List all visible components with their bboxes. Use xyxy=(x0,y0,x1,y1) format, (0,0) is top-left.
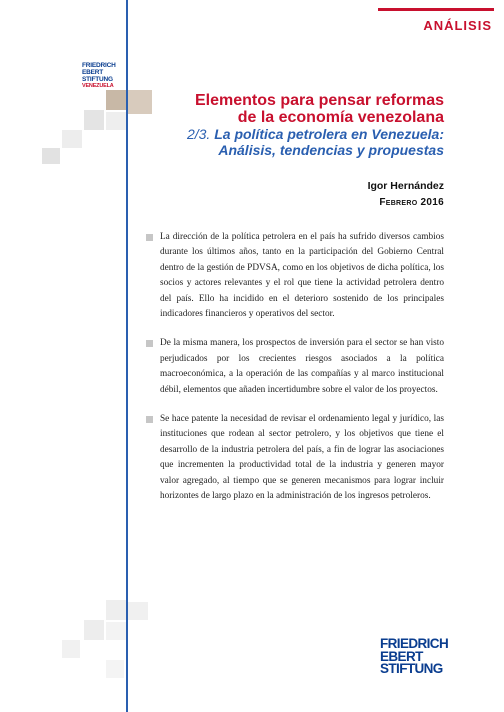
square-bullet-icon xyxy=(146,416,153,423)
summary-paragraph: La dirección de la política petrolera en el país ha sufrido diversos cambios durante los últimos años, tanto en la participación del Gobierno Central dentro de la gestión de PDVSA, como en los objetivos de dicha política, los socios y actores relevantes y el rol que tiene la actividad petrolera dentro del país. Ello ha incidido en el deterioro sostenido de los principales indicadores financieros y operativos del sector. xyxy=(146,230,444,322)
header-accent-bar xyxy=(378,8,494,11)
decor-square xyxy=(62,640,80,658)
decor-square xyxy=(128,602,148,620)
summary-paragraph: De la misma manera, los prospectos de inversión para el sector se han visto perjudicados por los crecientes riesgos asociados a la política macroeconómica, a la operación de las compañías y al marco institucional débil, elementos que añaden incertidumbre sobre el valor de los proyectos. xyxy=(146,336,444,398)
decor-square xyxy=(62,130,82,148)
series-number: 2/3. xyxy=(186,126,211,142)
document-subtitle: 2/3. La política petrolera en Venezuela: Análisis, tendencias y propuestas xyxy=(186,126,444,158)
square-bullet-icon xyxy=(146,340,153,347)
summary-body xyxy=(146,230,444,519)
fes-logo: FRIEDRICH EBERT STIFTUNG xyxy=(380,636,449,676)
decor-square xyxy=(106,622,126,640)
author-name: Igor Hernández xyxy=(367,180,444,192)
publication-date: Febrero 2016 xyxy=(379,197,444,208)
decor-square xyxy=(106,112,126,130)
summary-paragraph: Se hace patente la necesidad de revisar el ordenamiento legal y jurídico, las instituciones que rodean al sector petrolero, y los objetivos que tiene el desarrollo de la industria petrolera del país, a fin de lograr las asociaciones que incrementen la productividad total de la industria y generen mayor valor agregado, al tiempo que se generen mecanismos para lograr incluir horizontes de largo plazo en la administración de los ingresos petroleros. xyxy=(146,412,444,504)
decor-square xyxy=(106,90,126,110)
section-tag: ANÁLISIS xyxy=(423,18,492,33)
fes-venezuela-logo: FRIEDRICH EBERT STIFTUNG VENEZUELA xyxy=(82,62,116,89)
decor-square xyxy=(106,660,124,678)
square-bullet-icon xyxy=(146,234,153,241)
decor-square xyxy=(42,148,60,164)
document-title: Elementos para pensar reformas de la economía venezolana xyxy=(195,92,444,126)
decor-square xyxy=(84,110,104,130)
decor-square xyxy=(84,620,104,640)
decor-square xyxy=(106,600,126,620)
